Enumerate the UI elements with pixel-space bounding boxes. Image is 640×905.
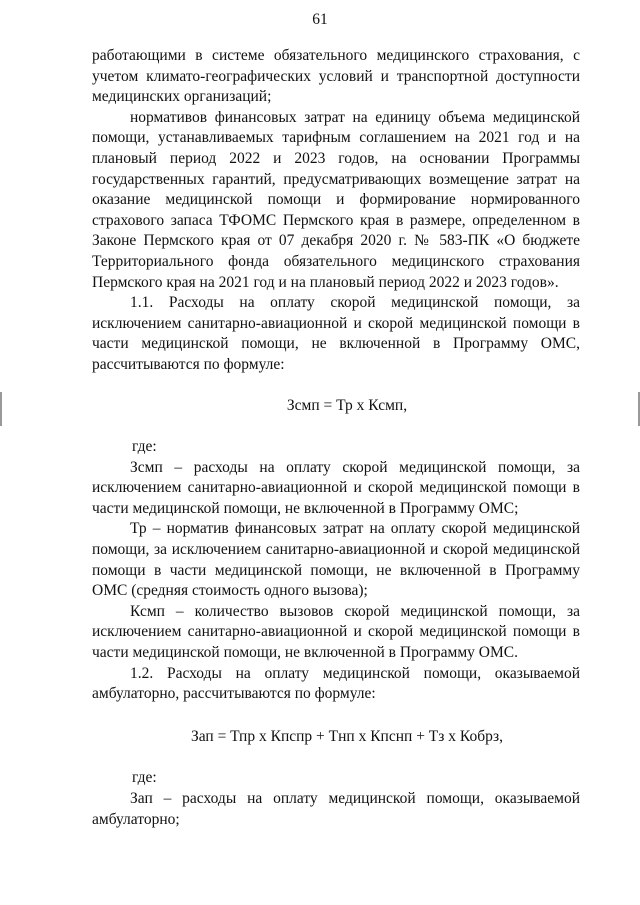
formula-emergency-care: Зсмп = Тр х Ксмп, xyxy=(286,396,408,414)
formula-outpatient-care: Зап = Тпр х Кпспр + Тнп х Кпснп + Тз х Кобрз, xyxy=(190,727,504,745)
where-label: где: xyxy=(132,438,157,456)
scan-edge-mark xyxy=(0,392,2,426)
paragraph-1-2: 1.2. Расходы на оплату медицинской помощи, оказываемой амбулаторно, рассчитываются по формуле: xyxy=(92,664,580,703)
document-body xyxy=(92,46,580,830)
page-number: 61 xyxy=(312,11,328,28)
definition-ksmp: Ксмп – количество вызовов скорой медицинской помощи, за исключением санитарно-авиационной и скорой медицинской помощи в части медицинской помощи, не включенной в Программу ОМС. xyxy=(92,602,580,662)
definition-zap: Зап – расходы на оплату медицинской помощи, оказываемой амбулаторно; xyxy=(92,790,580,828)
definition-zsmp: Зсмп – расходы на оплату скорой медицинской помощи, за исключением санитарно-авиационной и скорой медицинской помощи в части медицинской помощи, не включенной в Программу ОМС; xyxy=(92,458,580,517)
where-label: где: xyxy=(132,769,157,787)
paragraph-tariff-norms: нормативов финансовых затрат на единицу объема медицинской помощи, устанавливаемых тарифным соглашением на 2021 год и на плановый период 2022 и 2023 годов, на основании Программы государственных гарантий, предусматривающих возмещение затрат на оказание медицинской помощи и формирование нормированного страхового запаса ТФОМС Пермского края в размере, определенном в Законе Пермского края от 07 декабря 2020 г. № 583-ПК «О бюджете Территориального фонда обязательного медицинского страхования Пермского края на 2021 год и на плановый период 2022 и 2023 годов». xyxy=(92,108,580,291)
paragraph-1-1: 1.1. Расходы на оплату скорой медицинской помощи, за исключением санитарно-авиационной и скорой медицинской помощи в части медицинской помощи, не включенной в Программу ОМС, рассчитываются по формуле: xyxy=(92,294,580,373)
definition-tr: Тр – норматив финансовых затрат на оплату скорой медицинской помощи, за исключением санитарно-авиационной и скорой медицинской помощи в части медицинской помощи, не включенной в Программу ОМС (средняя стоимость одного вызова); xyxy=(92,520,580,600)
paragraph-continuation: работающими в системе обязательного медицинского страхования, с учетом климато-географических условий и транспортной доступности медицинских организаций; xyxy=(92,47,580,106)
